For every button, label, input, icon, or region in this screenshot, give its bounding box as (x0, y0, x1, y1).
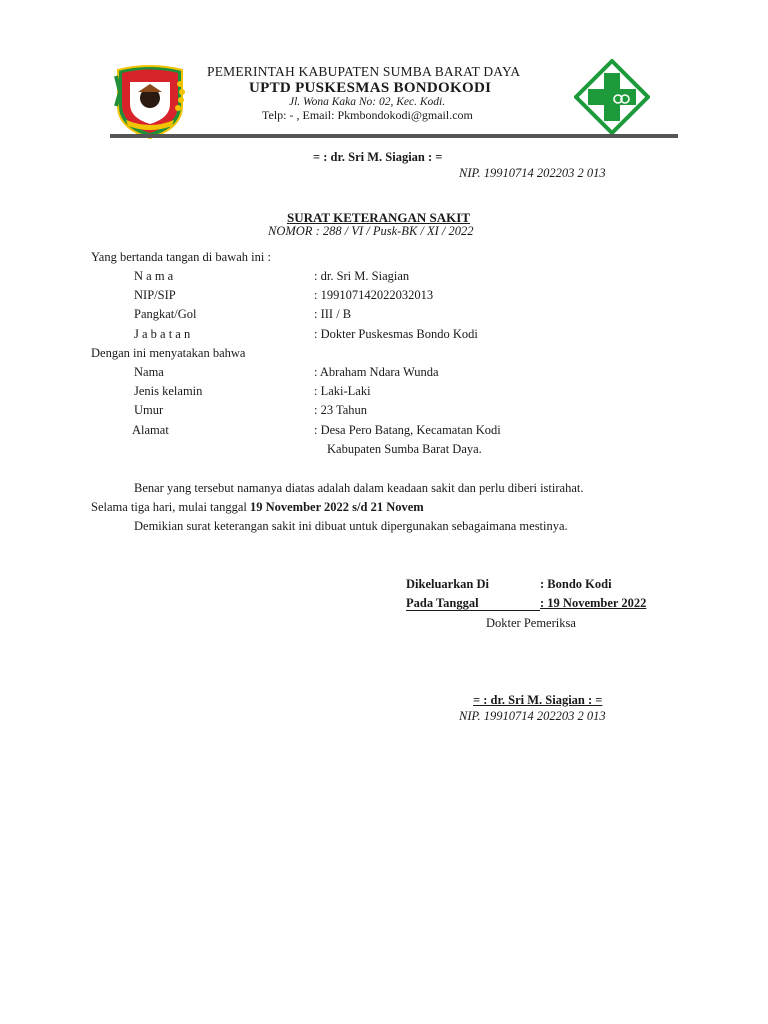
issued-date-label: Pada Tanggal (406, 596, 540, 611)
closing-statement: Demikian surat keterangan sakit ini dibuat untuk dipergunakan sebagaimana mestinya. (134, 519, 568, 533)
patient-gender-value: : Laki-Laki (314, 384, 371, 398)
patient-address-line2: Kabupaten Sumba Barat Daya. (327, 442, 482, 456)
signer-name-value: : dr. Sri M. Siagian (314, 269, 410, 283)
institution-address: Jl. Wona Kaka No: 02, Kec. Kodi. (289, 96, 446, 108)
government-name: PEMERINTAH KABUPATEN SUMBA BARAT DAYA (207, 64, 521, 79)
patient-address-value: : Desa Pero Batang, Kecamatan Kodi (314, 423, 501, 437)
rest-period (91, 500, 424, 515)
patient-intro: Dengan ini menyatakan bahwa (91, 346, 246, 360)
patient-name-label: Nama (134, 365, 164, 379)
patient-name-value: : Abraham Ndara Wunda (314, 365, 439, 379)
signer-rank-value: : III / B (314, 307, 352, 321)
signer-nip-value: : 199107142022032013 (314, 288, 434, 302)
letterhead-rule (110, 134, 678, 138)
issued-place-label: Dikeluarkan Di (406, 577, 490, 591)
signer-position-label: J a b a t a n (134, 327, 191, 341)
sickness-statement: Benar yang tersebut namanya diatas adalah dalam keadaan sakit dan perlu diberi istirahat. (134, 481, 584, 495)
examining-doctor-role: Dokter Pemeriksa (486, 616, 576, 630)
document-title: SURAT KETERANGAN SAKIT (287, 210, 471, 225)
rest-period-dates: 19 November 2022 s/d 21 Novem (249, 500, 424, 514)
top-signature-nip: NIP. 19910714 202203 2 013 (459, 166, 606, 180)
institution-name: UPTD PUSKESMAS BONDOKODI (249, 80, 492, 96)
signer-rank-label: Pangkat/Gol (134, 307, 197, 321)
document-number: NOMOR : 288 / VI / Pusk-BK / XI / 2022 (268, 224, 474, 238)
issued-date-value: : 19 November 2022 (540, 596, 647, 610)
issued-place-value: : Bondo Kodi (540, 577, 612, 591)
rest-period-prefix: Selama tiga hari, mulai tanggal (91, 500, 250, 514)
institution-contact: Telp: - , Email: Pkmbondokodi@gmail.com (262, 108, 473, 122)
patient-age-label: Umur (134, 403, 164, 417)
patient-age-value: : 23 Tahun (314, 403, 368, 417)
bottom-signature-nip: NIP. 19910714 202203 2 013 (459, 709, 606, 723)
puskesmas-cross-icon (574, 59, 650, 135)
patient-address-label: Alamat (132, 423, 169, 437)
top-signature-name: = : dr. Sri M. Siagian : = (313, 150, 443, 164)
signer-position-value: : Dokter Puskesmas Bondo Kodi (314, 327, 478, 341)
bottom-signature-name: = : dr. Sri M. Siagian : = (473, 693, 603, 707)
patient-gender-label: Jenis kelamin (134, 384, 203, 398)
regency-emblem-icon (108, 62, 192, 140)
signer-intro: Yang bertanda tangan di bawah ini : (91, 250, 271, 264)
signer-nip-label: NIP/SIP (134, 288, 176, 302)
signer-name-label: N a m a (134, 269, 174, 283)
